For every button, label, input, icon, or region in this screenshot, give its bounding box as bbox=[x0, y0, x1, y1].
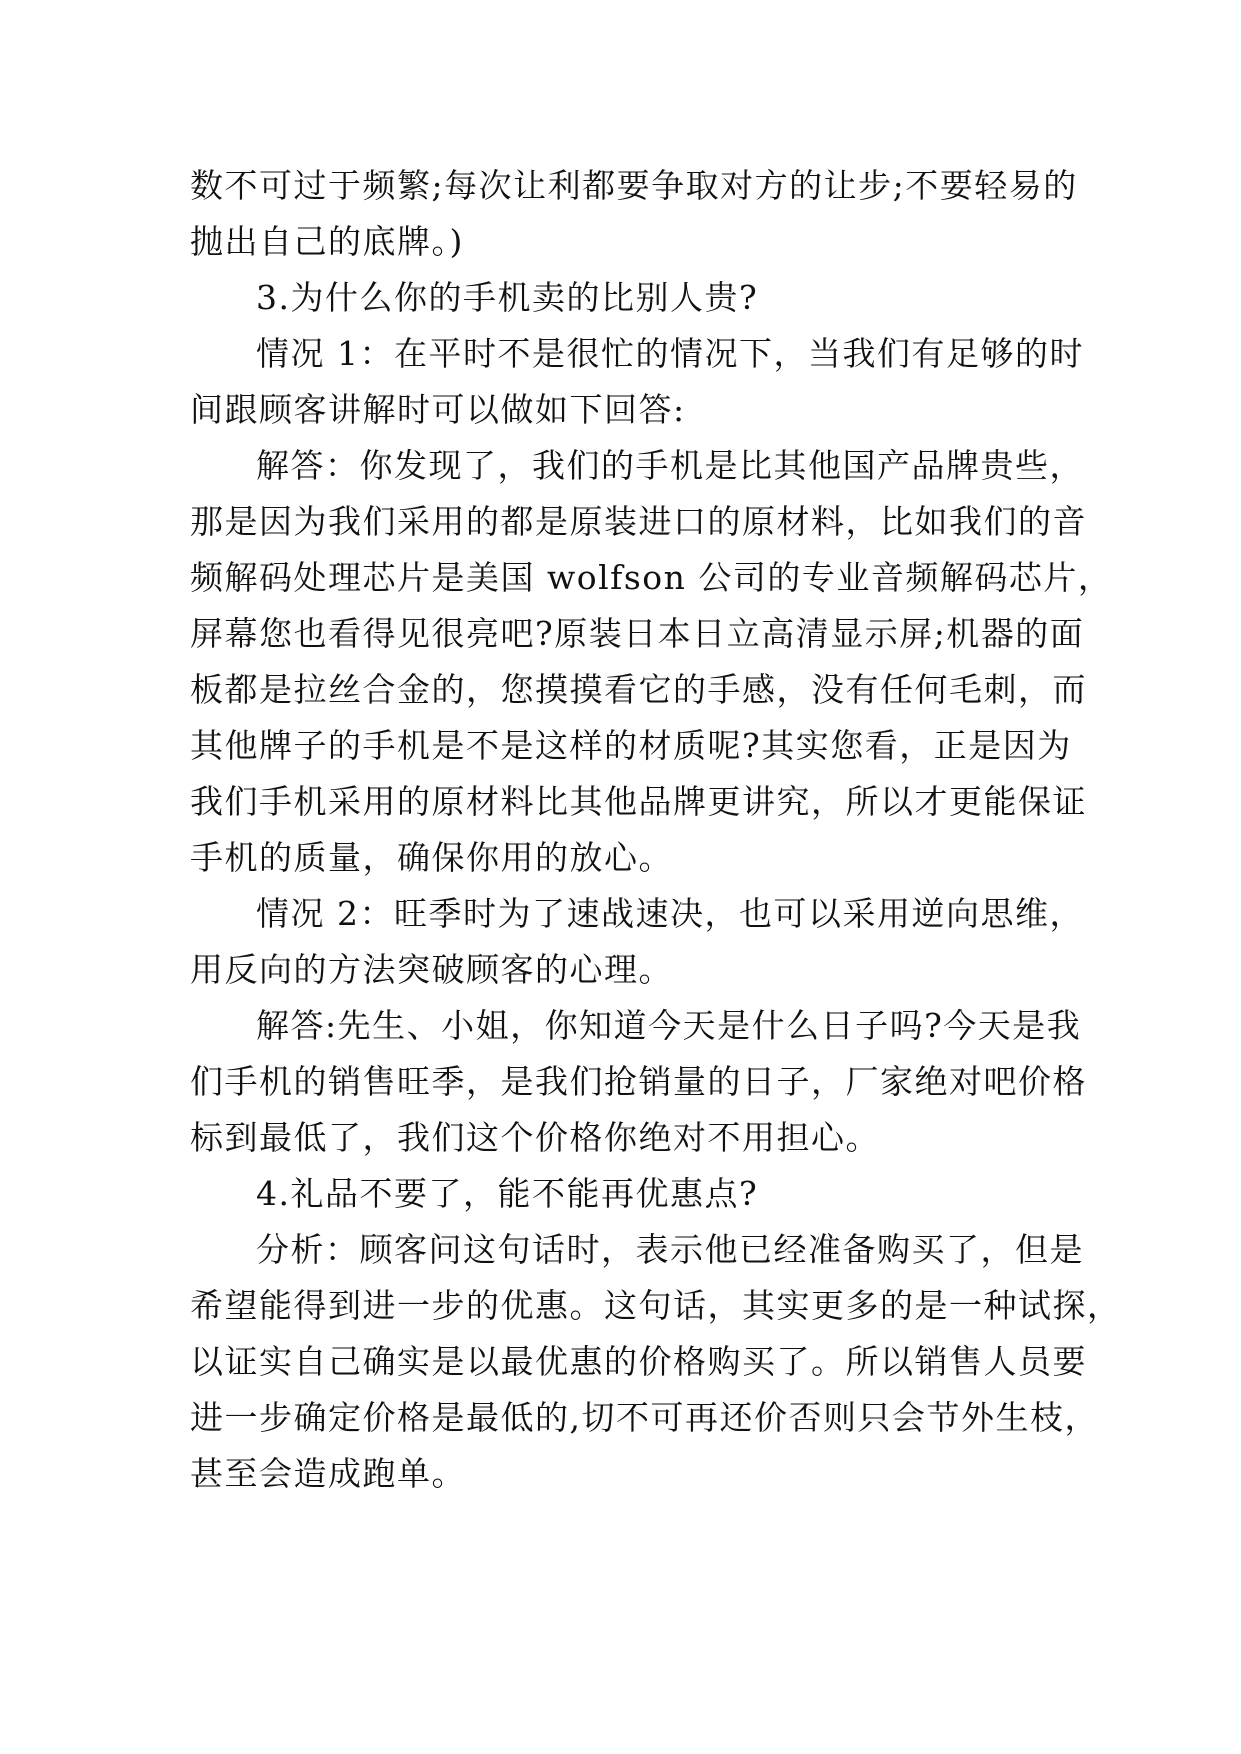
heading-question-4: 4.礼品不要了，能不能再优惠点? bbox=[256, 1174, 759, 1213]
text-line: 情况 1：在平时不是很忙的情况下，当我们有足够的时 bbox=[256, 334, 1084, 373]
text-line: 情况 2：旺季时为了速战速决，也可以采用逆向思维， bbox=[256, 894, 1084, 933]
text-line: 抛出自己的底牌。) bbox=[190, 222, 464, 261]
text-line: 用反向的方法突破顾客的心理。 bbox=[190, 950, 673, 989]
text-line: 以证实自己确实是以最优惠的价格购买了。所以销售人员要 bbox=[190, 1342, 1087, 1381]
text-line: 分析：顾客问这句话时，表示他已经准备购买了，但是 bbox=[256, 1230, 1084, 1269]
text-line: 间跟顾客讲解时可以做如下回答: bbox=[190, 390, 686, 429]
text-line: 屏幕您也看得见很亮吧?原装日本日立高清显示屏;机器的面 bbox=[190, 614, 1085, 653]
text-line: 板都是拉丝合金的，您摸摸看它的手感，没有任何毛刺，而 bbox=[190, 670, 1087, 709]
text-line: 频解码处理芯片是美国 wolfson 公司的专业音频解码芯片， bbox=[190, 558, 1113, 597]
text-line: 数不可过于频繁;每次让利都要争取对方的让步;不要轻易的 bbox=[190, 166, 1078, 205]
text-line: 解答：你发现了，我们的手机是比其他国产品牌贵些， bbox=[256, 446, 1084, 485]
text-line: 希望能得到进一步的优惠。这句话，其实更多的是一种试探， bbox=[190, 1286, 1122, 1325]
text-line: 我们手机采用的原材料比其他品牌更讲究，所以才更能保证 bbox=[190, 782, 1087, 821]
heading-question-3: 3.为什么你的手机卖的比别人贵? bbox=[256, 278, 759, 317]
text-line: 标到最低了，我们这个价格你绝对不用担心。 bbox=[190, 1118, 880, 1157]
text-line: 解答:先生、小姐，你知道今天是什么日子吗?今天是我 bbox=[256, 1006, 1082, 1045]
text-line: 甚至会造成跑单。 bbox=[190, 1454, 466, 1493]
text-line: 手机的质量，确保你用的放心。 bbox=[190, 838, 673, 877]
text-line: 那是因为我们采用的都是原装进口的原材料，比如我们的音 bbox=[190, 502, 1087, 541]
text-line: 进一步确定价格是最低的,切不可再还价否则只会节外生枝， bbox=[190, 1398, 1099, 1437]
text-line: 其他牌子的手机是不是这样的材质呢?其实您看，正是因为 bbox=[190, 726, 1072, 765]
text-line: 们手机的销售旺季，是我们抢销量的日子，厂家绝对吧价格 bbox=[190, 1062, 1087, 1101]
